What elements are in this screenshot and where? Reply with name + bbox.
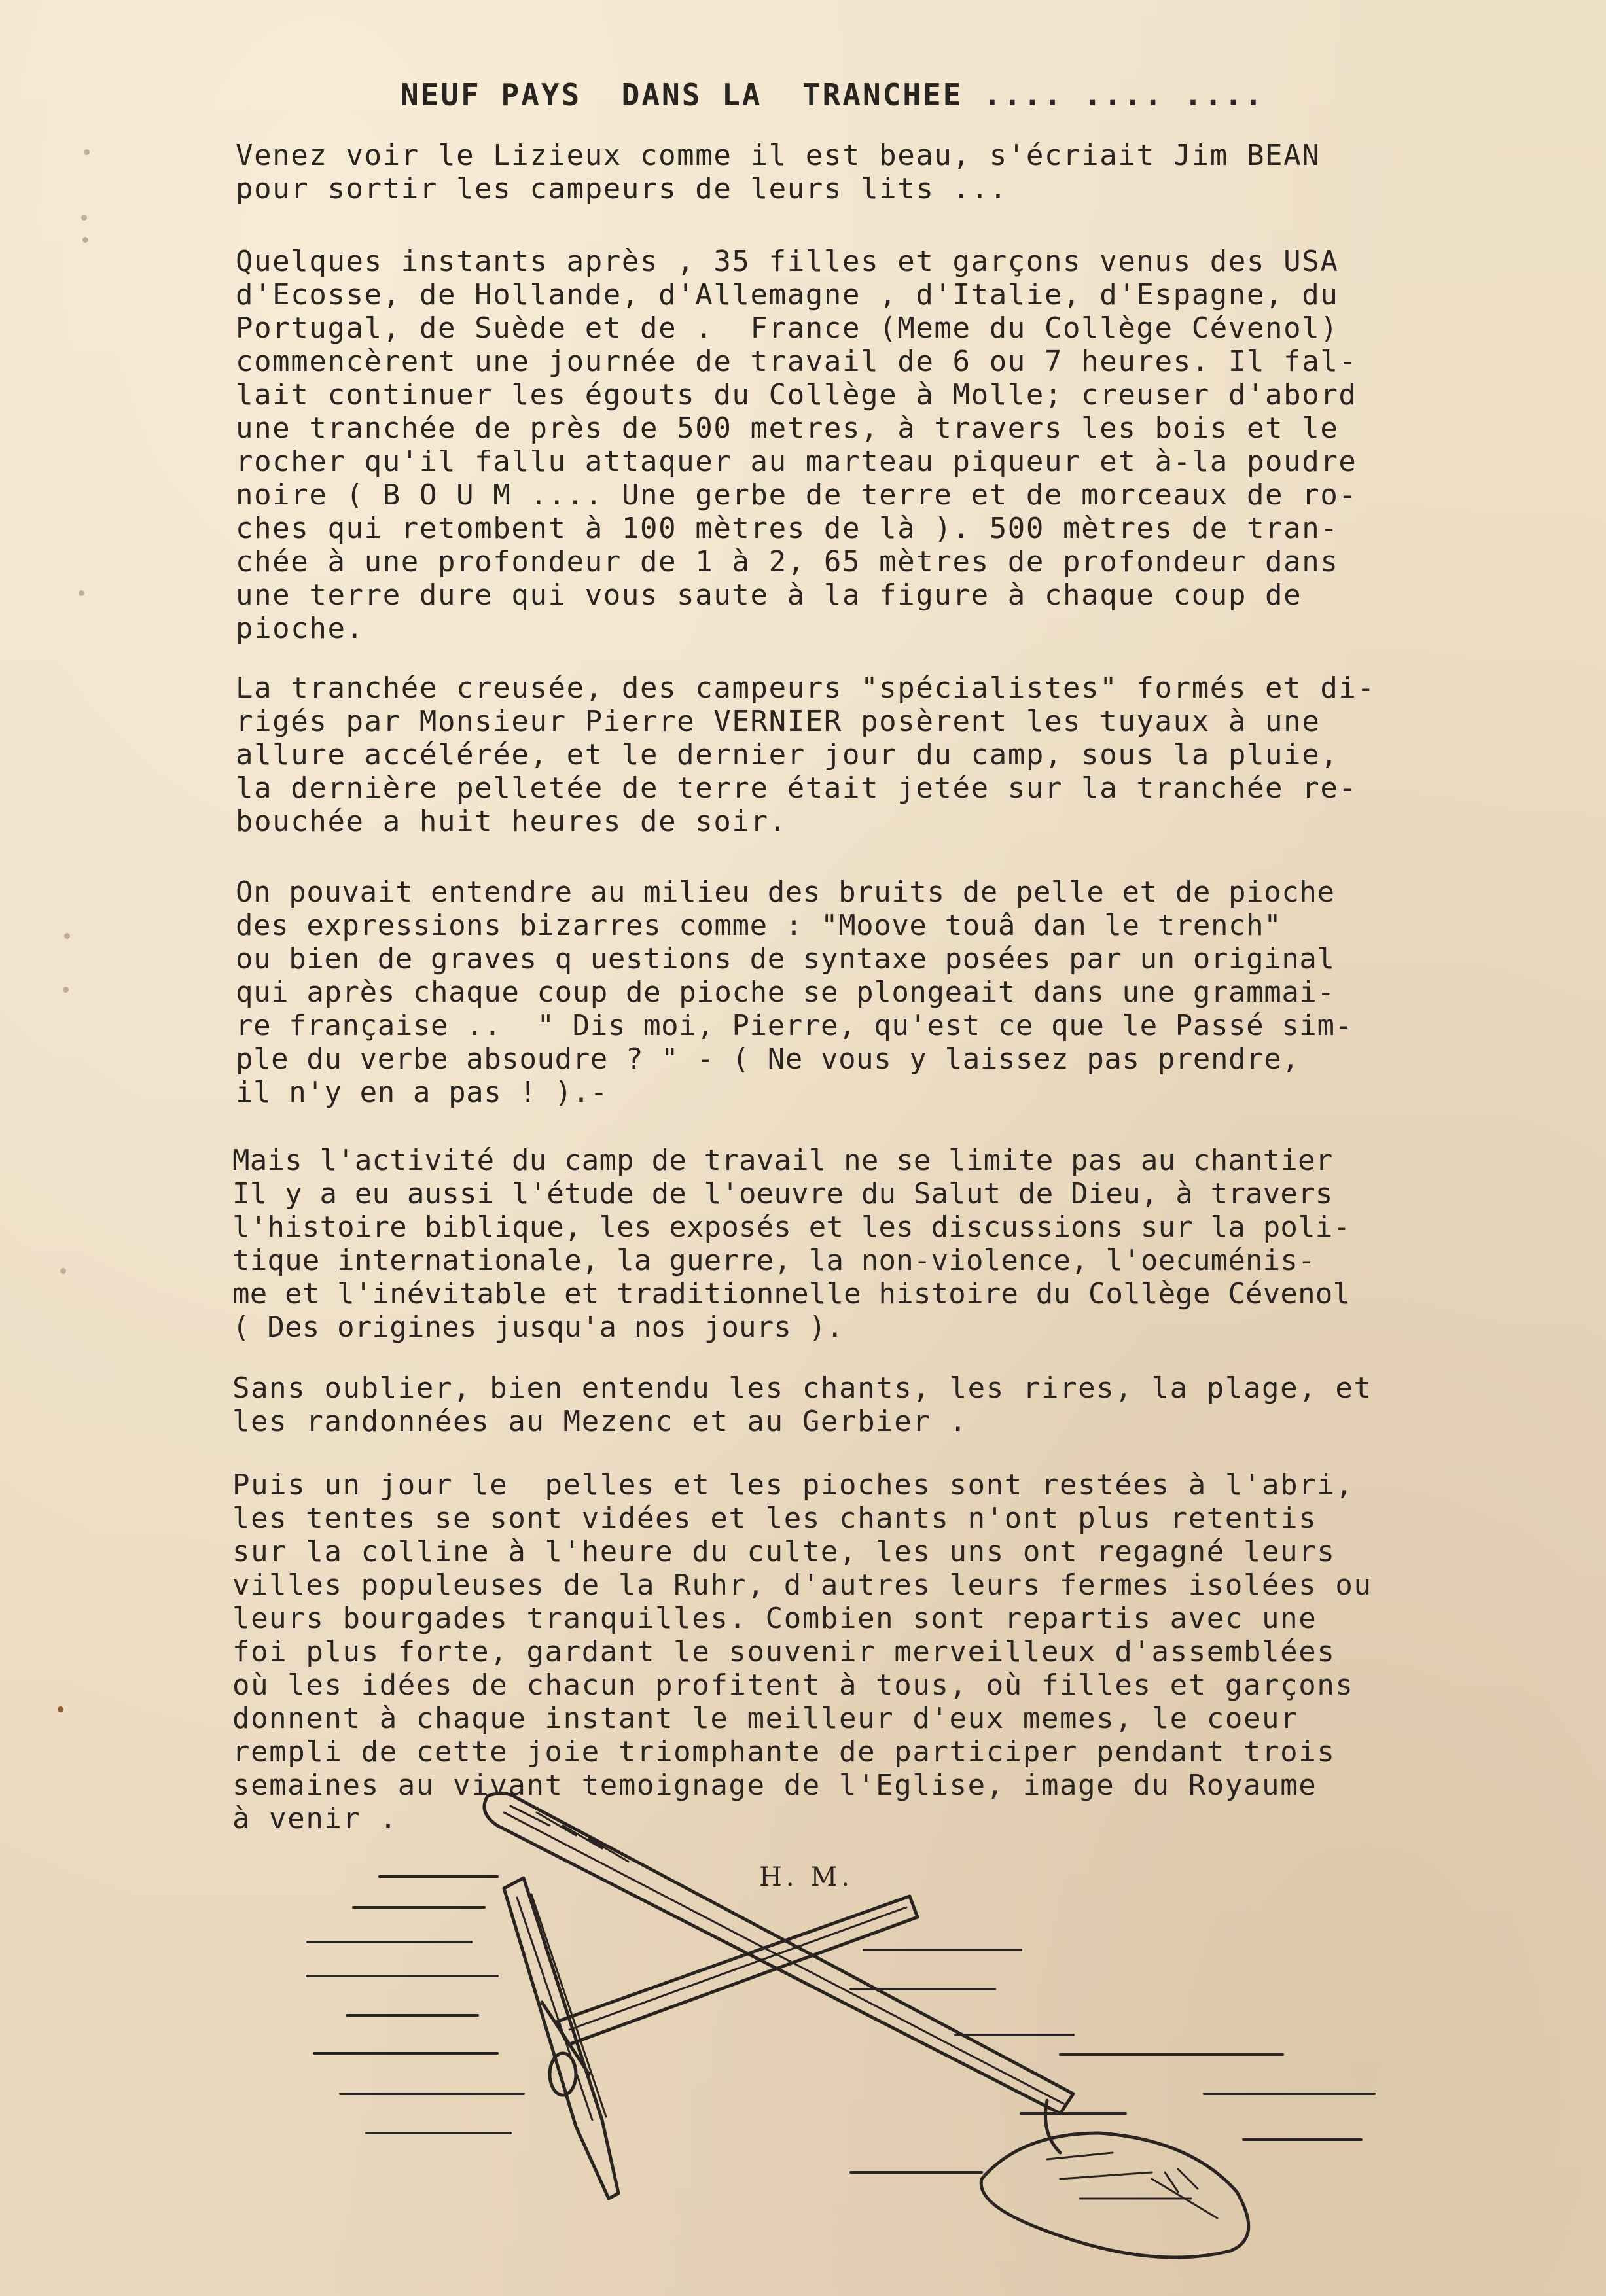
text-line: chée à une profondeur de 1 à 2, 65 mètres de profondeur dans [236, 545, 1339, 578]
text-line: qui après chaque coup de pioche se plongeait dans une grammai- [236, 976, 1335, 1009]
text-line: La tranchée creusée, des campeurs "spécialistes" formés et di- [236, 671, 1376, 705]
text-line: rocher qu'il fallu attaquer au marteau piqueur et à-la poudre [236, 445, 1357, 478]
text-line: foi plus forte, gardant le souvenir merveilleux d'assemblées [232, 1635, 1336, 1669]
signature-initials: H. M. [759, 1862, 853, 1892]
text-line: pour sortir les campeurs de leurs lits ... [236, 172, 1008, 205]
document-title: NEUF PAYS DANS LA TRANCHEE .... .... .... [401, 77, 1264, 113]
text-line: l'histoire biblique, les exposés et les discussions sur la poli- [232, 1210, 1351, 1244]
text-line: les randonnées au Mezenc et au Gerbier . [232, 1405, 968, 1438]
text-line: Sans oublier, bien entendu les chants, les rires, la plage, et [232, 1371, 1372, 1405]
text-line: d'Ecosse, de Hollande, d'Allemagne , d'Italie, d'Espagne, du [236, 278, 1339, 311]
text-line: la dernière pelletée de terre était jetée sur la tranchée re- [236, 771, 1357, 805]
text-line: pioche. [236, 612, 365, 645]
text-line: re française .. " Dis moi, Pierre, qu'est ce que le Passé sim- [236, 1009, 1353, 1042]
text-line: Quelques instants après , 35 filles et garçons venus des USA [236, 245, 1339, 278]
text-line: une terre dure qui vous saute à la figure à chaque coup de [236, 578, 1302, 612]
text-line: noire ( B O U M .... Une gerbe de terre et de morceaux de ro- [236, 478, 1357, 512]
text-line: rigés par Monsieur Pierre VERNIER posèrent les tuyaux à une [236, 705, 1321, 738]
text-line: ple du verbe absoudre ? " - ( Ne vous y laissez pas prendre, [236, 1042, 1300, 1076]
text-line: Puis un jour le pelles et les pioches sont restées à l'abri, [232, 1468, 1354, 1502]
text-line: où les idées de chacun profitent à tous, où filles et garçons [232, 1669, 1354, 1702]
text-line: lait continuer les égouts du Collège à Molle; creuser d'abord [236, 378, 1357, 412]
text-line: les tentes se sont vidées et les chants n'ont plus retentis [232, 1502, 1317, 1535]
text-line: rempli de cette joie triomphante de participer pendant trois [232, 1735, 1336, 1769]
text-line: villes populeuses de la Ruhr, d'autres leurs fermes isolées ou [232, 1568, 1372, 1602]
text-line: semaines au vivant temoignage de l'Eglise, image du Royaume [232, 1769, 1317, 1802]
text-line: Venez voir le Lizieux comme il est beau, s'écriait Jim BEAN [236, 139, 1321, 172]
text-line: allure accélérée, et le dernier jour du camp, sous la pluie, [236, 738, 1339, 771]
text-line: donnent à chaque instant le meilleur d'eux memes, le coeur [232, 1702, 1299, 1735]
text-line: une tranchée de près de 500 metres, à travers les bois et le [236, 412, 1339, 445]
text-line: Portugal, de Suède et de . France (Meme du Collège Cévenol) [236, 311, 1339, 345]
pickaxe-icon [504, 1878, 918, 2199]
text-line: me et l'inévitable et traditionnelle histoire du Collège Cévenol [232, 1277, 1351, 1311]
text-line: ou bien de graves q uestions de syntaxe posées par un original [236, 942, 1335, 976]
text-line: sur la colline à l'heure du culte, les uns ont regagné leurs [232, 1535, 1336, 1568]
text-line: des expressions bizarres comme : "Moove touâ dan le trench" [236, 909, 1282, 942]
text-line: il n'y en a pas ! ).- [236, 1076, 608, 1109]
text-line: à venir . [232, 1802, 398, 1835]
text-line: leurs bourgades tranquilles. Combien sont repartis avec une [232, 1602, 1317, 1635]
text-line: bouchée a huit heures de soir. [236, 805, 787, 838]
text-line: Mais l'activité du camp de travail ne se limite pas au chantier [232, 1144, 1333, 1177]
text-line: commencèrent une journée de travail de 6 ou 7 heures. Il fal- [236, 345, 1357, 378]
shovel-icon [484, 1793, 1249, 2257]
text-line: On pouvait entendre au milieu des bruits de pelle et de pioche [236, 875, 1335, 909]
text-line: ( Des origines jusqu'a nos jours ). [232, 1311, 844, 1344]
text-line: ches qui retombent à 100 mètres de là ). 500 mètres de tran- [236, 512, 1339, 545]
text-line: tique internationale, la guerre, la non-violence, l'oecuménis- [232, 1244, 1315, 1277]
text-line: Il y a eu aussi l'étude de l'oeuvre du Salut de Dieu, à travers [232, 1177, 1333, 1210]
